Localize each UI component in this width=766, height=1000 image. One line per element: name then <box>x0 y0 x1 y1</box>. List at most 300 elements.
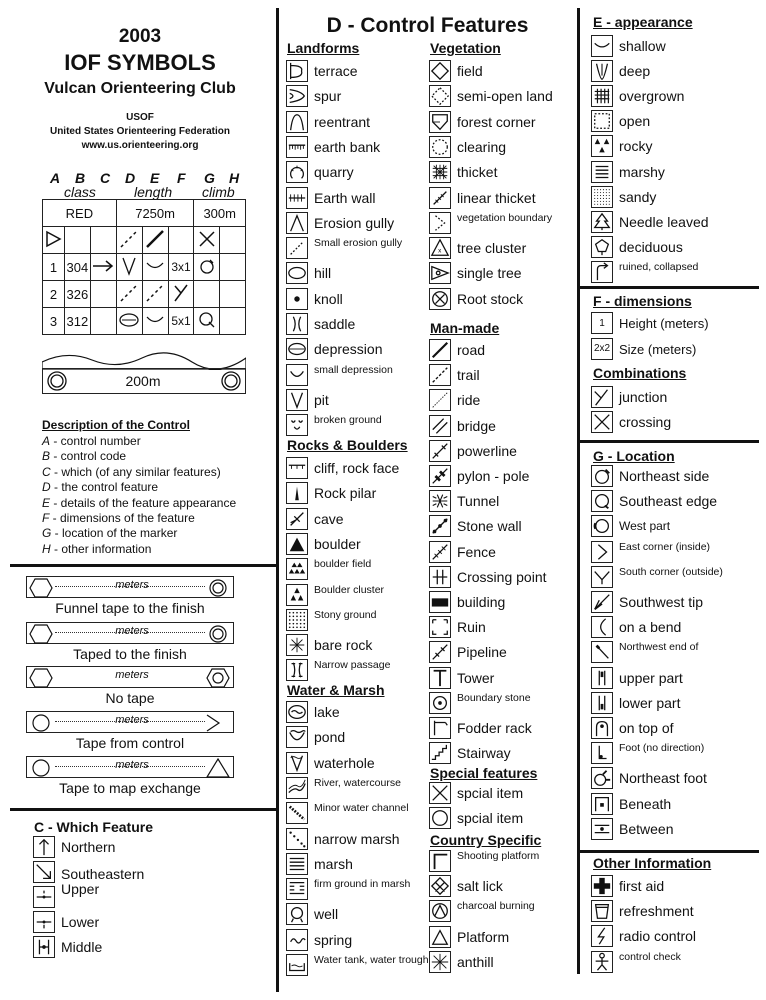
symbol-label: South corner (outside) <box>619 565 723 578</box>
needle-icon <box>591 211 613 233</box>
symbol-label: knoll <box>314 290 343 307</box>
row1-code: 304 <box>64 254 90 281</box>
firm-ground-icon <box>286 878 308 900</box>
start-symbol-icon <box>43 227 65 254</box>
open-icon <box>591 110 613 132</box>
letter-b: B <box>75 170 86 186</box>
list-item: B - control code <box>42 449 127 464</box>
symbol-label: Minor water channel <box>314 802 409 815</box>
refreshment-icon <box>591 900 613 922</box>
symbol-label: crossing <box>619 414 672 431</box>
symbol-label: Southwest tip <box>619 594 704 610</box>
fence-icon <box>429 541 451 563</box>
symbol-label: pond <box>314 729 346 746</box>
erosion-gully-icon <box>286 212 308 234</box>
dimension-icon: 2x2 <box>591 338 613 360</box>
list-item: E - details of the feature appearance <box>42 495 237 510</box>
meters-label: meters <box>115 625 149 637</box>
symbol-label: Northeast side <box>619 468 710 484</box>
deep-icon <box>591 60 613 82</box>
water-title: Water & Marsh <box>287 682 385 698</box>
tape-line <box>55 721 205 722</box>
symbol-label: Stony ground <box>314 608 377 621</box>
finish-circle-icon <box>205 578 231 598</box>
symbol-label: tree cluster <box>457 240 527 257</box>
distance-bar <box>42 368 246 394</box>
depression-icon <box>286 338 308 360</box>
which-label: Lower <box>61 914 100 930</box>
junction-y-icon <box>168 281 194 308</box>
symbol-label: East corner (inside) <box>619 540 711 553</box>
lake-icon <box>286 701 308 723</box>
symbol-label: Stairway <box>457 745 511 762</box>
divider-left <box>276 8 279 992</box>
crossing-point-icon <box>429 566 451 588</box>
symbol-label: Height (meters) <box>619 316 709 331</box>
control-circle-icon <box>45 370 71 392</box>
bridge-icon <box>429 415 451 437</box>
start-hex-icon <box>29 578 53 598</box>
section-d-title: D - Control Features <box>326 14 529 37</box>
symbol-label: sandy <box>619 188 657 205</box>
shallow-curve-icon <box>142 254 168 281</box>
symbol-label: Pipeline <box>457 644 507 661</box>
other-information-title: Other Information <box>593 855 712 871</box>
dimensions-title: F - dimensions <box>593 293 692 309</box>
forest-corner-icon <box>429 111 451 133</box>
symbol-label: upper part <box>619 669 683 686</box>
symbol-label: firm ground in marsh <box>314 878 411 891</box>
row3-code: 312 <box>64 308 90 335</box>
control-circle-icon <box>29 758 53 778</box>
wave-divider <box>42 350 246 370</box>
symbol-label: waterhole <box>314 754 375 771</box>
symbol-label: Foot (no direction) <box>619 742 705 755</box>
symbol-label: trail <box>457 367 480 384</box>
climb-label: climb <box>202 184 235 200</box>
east-corner-icon <box>591 541 613 563</box>
divider-h1 <box>10 564 278 567</box>
symbol-label: Tunnel <box>457 493 500 510</box>
cliff-icon <box>286 457 308 479</box>
appearance-title: E - appearance <box>593 14 693 30</box>
symbol-label: hill <box>314 265 332 282</box>
symbol-label: Northwest end of <box>619 641 699 654</box>
meters-label: meters <box>115 714 149 726</box>
crossing-icon <box>591 411 613 433</box>
dimension-icon: 1 <box>591 312 613 334</box>
control-check-icon <box>591 951 613 973</box>
narrow-passage-icon <box>286 659 308 681</box>
symbol-label: lower part <box>619 694 681 711</box>
spur-icon <box>286 85 308 107</box>
symbol-label: building <box>457 594 506 610</box>
marsh-icon <box>286 853 308 875</box>
rocks-title: Rocks & Boulders <box>287 437 408 453</box>
symbol-label: field <box>457 63 483 79</box>
symbol-label: ride <box>457 392 481 409</box>
symbol-label: cliff, rock face <box>314 460 400 476</box>
course-climb: 300m <box>194 200 246 227</box>
between-icon <box>591 818 613 840</box>
tape-bar <box>26 711 234 733</box>
list-item: C - which (of any similar features) <box>42 464 221 479</box>
which-label: Middle <box>61 939 103 955</box>
depression-oval-icon <box>116 308 142 335</box>
earth-wall-icon <box>286 187 308 209</box>
symbol-label: salt lick <box>457 878 503 895</box>
symbol-label: Boulder cluster <box>314 583 385 596</box>
symbol-label: Ruin <box>457 619 486 636</box>
tape-label: Taped to the finish <box>73 646 187 662</box>
letter-c: C <box>100 170 111 186</box>
svg-text:x: x <box>438 247 442 255</box>
symbol-label: marshy <box>619 163 665 180</box>
pond-icon <box>286 726 308 748</box>
symbol-label: quarry <box>314 164 354 181</box>
symbol-label: small depression <box>314 363 393 376</box>
finish-circle-icon <box>205 668 231 688</box>
bare-rock-icon <box>286 634 308 656</box>
stairway-icon <box>429 742 451 764</box>
boundary-stone-icon <box>429 692 451 714</box>
description-list <box>42 434 236 557</box>
letter-f: F <box>177 170 186 186</box>
symbol-label: boulder <box>314 535 361 552</box>
se-edge-icon <box>591 490 613 512</box>
ne-foot-icon <box>591 767 613 789</box>
divider-right <box>577 8 580 974</box>
symbol-label: Water tank, water trough <box>314 954 429 966</box>
meters-label: meters <box>115 759 149 771</box>
symbol-label: Between <box>619 820 674 837</box>
symbol-label: West part <box>619 519 671 534</box>
tape-line <box>55 586 205 587</box>
symbol-label: River, watercourse <box>314 776 401 789</box>
platform-icon <box>429 926 451 948</box>
org-long: United States Orienteering Federation <box>49 126 231 137</box>
start-hex-icon <box>29 624 53 644</box>
map-exchange-triangle-icon <box>205 758 231 778</box>
charcoal-icon <box>429 900 451 922</box>
small-depression-icon <box>286 364 308 386</box>
hill-icon <box>286 262 308 284</box>
symbol-label: Root stock <box>457 290 524 307</box>
list-item: A - control number <box>42 434 141 448</box>
rock-pillar-icon <box>286 482 308 504</box>
minor-channel-icon <box>286 802 308 824</box>
country-title: Country Specific <box>430 832 542 848</box>
ruined-icon <box>591 261 613 283</box>
symbol-label: single tree <box>457 265 522 282</box>
tape-line <box>55 766 205 767</box>
shooting-platform-icon <box>429 850 451 872</box>
lower-icon <box>33 911 55 933</box>
row3-number: 3 <box>43 308 65 335</box>
list-item: D - the control feature <box>42 480 159 495</box>
reentrant-v-icon <box>116 254 142 281</box>
description-title: Description of the Control <box>42 418 190 432</box>
trail-icon <box>429 364 451 386</box>
symbol-label: lake <box>314 704 340 720</box>
class-label: class <box>64 184 96 200</box>
symbol-label: pit <box>314 391 329 408</box>
symbol-label: powerline <box>457 442 517 459</box>
meters-label: meters <box>115 669 149 681</box>
first-aid-icon <box>591 875 613 897</box>
special-title: Special features <box>430 765 538 781</box>
deciduous-icon <box>591 236 613 258</box>
symbol-label: clearing <box>457 138 507 155</box>
sandy-icon <box>591 186 613 208</box>
symbol-label: marsh <box>314 855 353 872</box>
veg-boundary-icon <box>429 212 451 234</box>
clearing-icon <box>429 136 451 158</box>
letter-g: G <box>204 170 215 186</box>
divider-h2 <box>10 808 278 811</box>
ne-side-icon <box>591 465 613 487</box>
quarry-icon <box>286 161 308 183</box>
symbol-label: Beneath <box>619 795 672 812</box>
boulder-cluster-icon <box>286 584 308 606</box>
symbol-label: Stone wall <box>457 518 522 535</box>
pipeline-icon <box>429 641 451 663</box>
upper-icon <box>33 886 55 908</box>
south-corner-icon <box>591 566 613 588</box>
symbol-label: first aid <box>619 878 665 894</box>
meters-label: meters <box>115 579 149 591</box>
pylon-icon <box>429 465 451 487</box>
symbol-label: road <box>457 342 486 358</box>
symbol-label: radio control <box>619 928 697 945</box>
overgrown-icon <box>591 85 613 107</box>
control-circle-icon <box>29 713 53 733</box>
tree-cluster-icon <box>429 237 451 259</box>
row3-dimension: 5x1 <box>168 308 194 335</box>
rocky-icon <box>591 135 613 157</box>
distance-value: 200m <box>125 373 161 389</box>
symbol-label: anthill <box>457 953 494 970</box>
symbol-label: open <box>619 113 651 130</box>
tape-bar <box>26 666 234 688</box>
symbol-label: bare rock <box>314 637 373 654</box>
divider-h4 <box>579 440 759 443</box>
road-icon <box>429 339 451 361</box>
reentrant-icon <box>286 111 308 133</box>
symbol-label: depression <box>314 341 383 358</box>
page-title: IOF SYMBOLS <box>64 50 216 75</box>
symbol-label: narrow marsh <box>314 830 400 847</box>
symbol-label: vegetation boundary <box>457 211 553 224</box>
southeastern-icon <box>33 861 55 883</box>
boulder-icon <box>286 533 308 555</box>
tower-icon <box>429 667 451 689</box>
symbol-label: Fodder rack <box>457 720 532 736</box>
symbol-label: Boundary stone <box>457 691 531 704</box>
road-line-icon <box>142 227 168 254</box>
marshy-icon <box>591 161 613 183</box>
start-hex-icon <box>29 668 53 688</box>
symbol-label: semi-open land <box>457 88 553 105</box>
special-x-icon <box>429 782 451 804</box>
symbol-label: boulder field <box>314 558 372 571</box>
manmade-title: Man-made <box>430 320 500 336</box>
saddle-icon <box>286 313 308 335</box>
spring-icon <box>286 929 308 951</box>
year: 2003 <box>118 26 162 47</box>
field-icon <box>429 60 451 82</box>
which-label: Upper <box>61 881 100 897</box>
narrow-marsh-icon <box>286 828 308 850</box>
small-gully-icon <box>286 237 308 259</box>
fodder-rack-icon <box>429 717 451 739</box>
junction-icon <box>591 386 613 408</box>
river-icon <box>286 777 308 799</box>
club-name: Vulcan Orienteering Club <box>44 80 236 97</box>
symbol-label: Northeast foot <box>619 770 707 787</box>
tape-line <box>55 632 205 633</box>
special-o-icon <box>429 807 451 829</box>
cave-icon <box>286 508 308 530</box>
which-label: Southeastern <box>61 866 145 882</box>
row2-number: 2 <box>43 281 65 308</box>
terrace-icon <box>286 60 308 82</box>
waterhole-icon <box>286 752 308 774</box>
length-label: length <box>134 184 173 200</box>
symbol-label: charcoal burning <box>457 900 535 913</box>
list-item: G - location of the marker <box>42 526 178 541</box>
beneath-icon <box>591 793 613 815</box>
symbol-label: spcial item <box>457 810 524 826</box>
symbol-label: forest corner <box>457 113 536 130</box>
shallow-icon <box>591 35 613 57</box>
ruin-icon <box>429 616 451 638</box>
symbol-label: overgrown <box>619 88 685 105</box>
symbol-label: Erosion gully <box>314 214 395 231</box>
list-item: F - dimensions of the feature <box>42 511 195 526</box>
symbol-label: control check <box>619 950 681 963</box>
top-of-icon <box>591 717 613 739</box>
symbol-label: junction <box>619 389 668 405</box>
tunnel-icon <box>429 490 451 512</box>
symbol-label: earth bank <box>314 138 381 155</box>
symbol-label: reentrant <box>314 113 371 130</box>
row2-code: 326 <box>64 281 90 308</box>
finish-circle-icon <box>215 370 243 392</box>
pit-icon <box>286 389 308 411</box>
symbol-label: rocky <box>619 138 653 155</box>
west-part-icon <box>591 515 613 537</box>
building-icon <box>429 591 451 613</box>
symbol-label: well <box>314 906 339 923</box>
symbol-label: on a bend <box>619 619 682 636</box>
earth-bank-icon <box>286 136 308 158</box>
broken-ground-icon <box>286 414 308 436</box>
middle-icon <box>33 936 55 958</box>
symbol-label: spur <box>314 88 342 105</box>
symbol-label: cave <box>314 510 344 527</box>
column-groups <box>42 184 252 200</box>
symbol-label: Narrow passage <box>314 659 391 672</box>
northern-icon <box>33 836 55 858</box>
shallow-curve-icon <box>142 308 168 335</box>
symbol-label: Needle leaved <box>619 213 709 230</box>
knoll-icon <box>286 288 308 310</box>
bend-icon <box>591 616 613 638</box>
anthill-icon <box>429 951 451 973</box>
symbol-label: bridge <box>457 417 496 434</box>
powerline-icon <box>429 440 451 462</box>
letter-h: H <box>229 170 240 186</box>
location-title: G - Location <box>593 448 675 464</box>
tape-label: Tape to map exchange <box>59 780 201 796</box>
which-label: Northern <box>61 839 116 855</box>
symbol-label: pylon - pole <box>457 468 530 484</box>
divider-h5 <box>579 850 759 853</box>
symbol-label: Shooting platform <box>457 850 540 862</box>
dashed-trail-icon <box>116 227 142 254</box>
org-url[interactable]: www.us.orienteering.org <box>81 140 199 151</box>
symbol-label: spcial item <box>457 785 524 801</box>
stone-wall-icon <box>429 515 451 537</box>
tape-bar <box>26 756 234 778</box>
letter-d: D <box>125 170 136 186</box>
single-tree-icon <box>429 262 451 284</box>
symbol-label: broken ground <box>314 414 382 427</box>
sw-tip-icon <box>591 591 613 613</box>
symbol-label: Size (meters) <box>619 341 697 357</box>
upper-part-icon <box>591 667 613 689</box>
radio-icon <box>591 925 613 947</box>
example-description-grid <box>42 199 246 335</box>
boulder-field-icon <box>286 558 308 580</box>
symbol-label: Earth wall <box>314 189 376 206</box>
letter-e: E <box>150 170 160 186</box>
symbol-label: Southeast edge <box>619 493 718 510</box>
symbol-label: Fence <box>457 543 496 560</box>
symbol-label: Small erosion gully <box>314 237 403 250</box>
dashed-trail-icon <box>142 281 168 308</box>
vegetation-title: Vegetation <box>430 40 501 56</box>
symbol-label: deciduous <box>619 238 683 255</box>
crossing-x-icon <box>194 227 220 254</box>
divider-h3 <box>579 286 759 289</box>
which-title: C - Which Feature <box>34 819 154 835</box>
symbol-label: spring <box>314 931 353 948</box>
symbol-label: ruined, collapsed <box>619 260 699 273</box>
lower-part-icon <box>591 692 613 714</box>
circle-location-icon <box>194 254 220 281</box>
org-short: USOF <box>126 112 154 123</box>
tape-label: Funnel tape to the finish <box>55 600 205 616</box>
q-location-icon <box>194 308 220 335</box>
row1-number: 1 <box>43 254 65 281</box>
stony-ground-icon <box>286 609 308 631</box>
well-icon <box>286 903 308 925</box>
foot-icon <box>591 742 613 764</box>
symbol-label: Crossing point <box>457 568 547 585</box>
symbol-label: thicket <box>457 164 498 181</box>
dashed-trail-icon <box>116 281 142 308</box>
linear-thicket-icon <box>429 187 451 209</box>
symbol-label: deep <box>619 63 651 80</box>
ride-icon <box>429 389 451 411</box>
symbol-label: linear thicket <box>457 189 536 206</box>
tape-label: No tape <box>105 690 155 706</box>
symbol-label: Platform <box>457 928 510 945</box>
letter-a: A <box>50 170 61 186</box>
salt-lick-icon <box>429 875 451 897</box>
